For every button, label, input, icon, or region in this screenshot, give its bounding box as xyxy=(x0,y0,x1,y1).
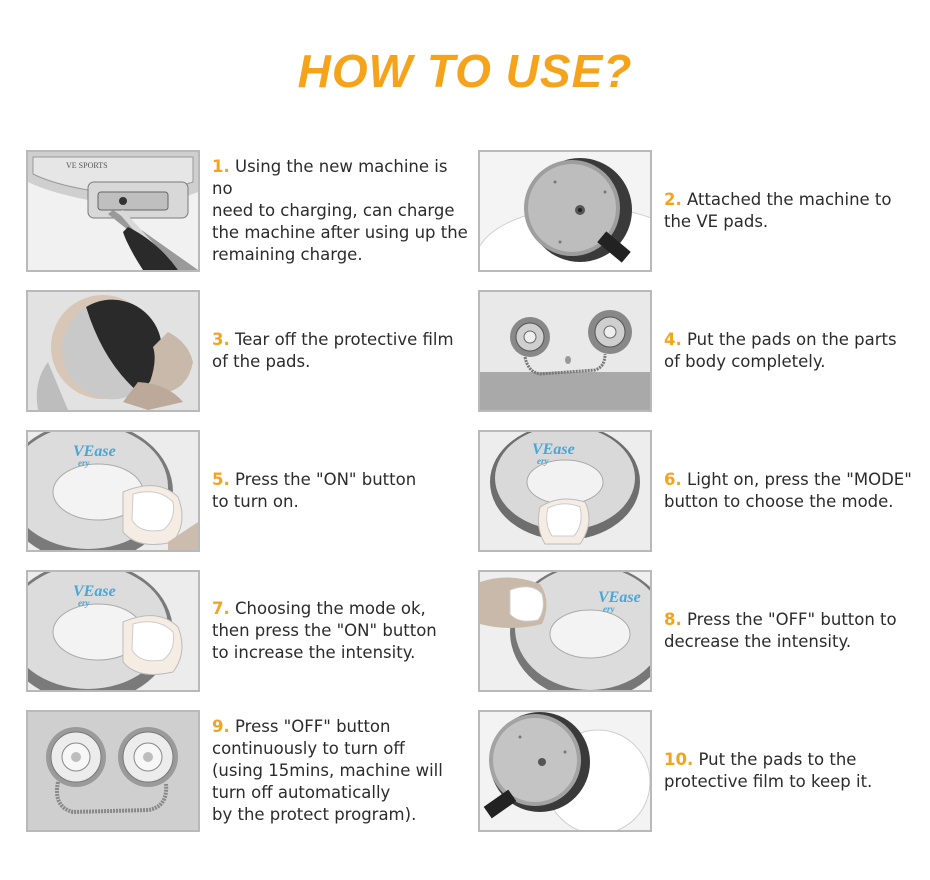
step-2-description xyxy=(664,150,924,272)
press-on-button-image xyxy=(28,432,198,550)
step-9-description xyxy=(212,710,472,832)
step-3 xyxy=(26,290,466,412)
step-text-line: Put the pads on the parts xyxy=(687,330,897,349)
vease-logo: VEase xyxy=(598,589,641,606)
step-text-line: of body completely. xyxy=(664,352,826,371)
step-number: 5. xyxy=(212,470,230,489)
pads-on-body-image xyxy=(480,292,650,410)
step-5 xyxy=(26,430,466,552)
step-text-line: continuously to turn off xyxy=(212,739,405,758)
step-4 xyxy=(478,290,918,412)
vease-logo-sub: ery xyxy=(603,604,615,614)
step-8-photo xyxy=(478,570,652,692)
step-9-photo xyxy=(26,710,200,832)
vease-logo-sub: ery xyxy=(78,598,90,608)
step-5-photo xyxy=(26,430,200,552)
step-text-line: by the protect program). xyxy=(212,805,417,824)
charging-device-image xyxy=(28,152,198,270)
step-2 xyxy=(478,150,918,272)
step-3-photo xyxy=(26,290,200,412)
step-10 xyxy=(478,710,918,832)
step-text-line: Put the pads to the xyxy=(698,750,857,769)
step-number: 4. xyxy=(664,330,682,349)
step-text-line: Using the new machine is no xyxy=(212,157,448,198)
vease-logo-sub: ery xyxy=(537,456,549,466)
step-number: 2. xyxy=(664,190,682,209)
step-10-description xyxy=(664,710,924,832)
step-text-line: Tear off the protective film xyxy=(235,330,454,349)
step-2-photo xyxy=(478,150,652,272)
step-1 xyxy=(26,150,466,272)
two-pads-image xyxy=(28,712,198,830)
step-text-line: remaining charge. xyxy=(212,245,363,264)
step-text-line: button to choose the mode. xyxy=(664,492,894,511)
vease-logo-sub: ery xyxy=(78,458,90,468)
step-7-photo xyxy=(26,570,200,692)
step-text-line: to increase the intensity. xyxy=(212,643,416,662)
step-5-description xyxy=(212,430,472,552)
step-text-line: protective film to keep it. xyxy=(664,772,873,791)
increase-intensity-image xyxy=(28,572,198,690)
device-rim-text: VE SPORTS xyxy=(66,161,108,170)
step-4-photo xyxy=(478,290,652,412)
step-number: 9. xyxy=(212,717,230,736)
step-text-line: of the pads. xyxy=(212,352,311,371)
step-text-line: Press the "ON" button xyxy=(235,470,417,489)
step-text-line: then press the "ON" button xyxy=(212,621,437,640)
step-8-description xyxy=(664,570,924,692)
step-1-description xyxy=(212,150,472,272)
step-text-line: Choosing the mode ok, xyxy=(235,599,426,618)
step-text-line: Attached the machine to xyxy=(687,190,892,209)
press-mode-button-image xyxy=(480,432,650,550)
step-7-description xyxy=(212,570,472,692)
tear-film-image xyxy=(28,292,198,410)
step-text-line: (using 15mins, machine will xyxy=(212,761,443,780)
vease-logo: VEase xyxy=(73,443,116,460)
step-10-photo xyxy=(478,710,652,832)
step-number: 7. xyxy=(212,599,230,618)
step-1-photo xyxy=(26,150,200,272)
step-9 xyxy=(26,710,466,832)
step-6 xyxy=(478,430,918,552)
step-6-photo xyxy=(478,430,652,552)
step-text-line: the machine after using up the xyxy=(212,223,468,242)
step-8 xyxy=(478,570,918,692)
press-off-button-image xyxy=(480,572,650,690)
vease-logo: VEase xyxy=(73,583,116,600)
attach-machine-image xyxy=(480,152,650,270)
step-3-description xyxy=(212,290,472,412)
vease-logo: VEase xyxy=(532,441,575,458)
step-text-line: Press "OFF" button xyxy=(235,717,391,736)
step-number: 1. xyxy=(212,157,230,176)
pads-to-film-image xyxy=(480,712,650,830)
step-text-line: need to charging, can charge xyxy=(212,201,455,220)
step-6-description xyxy=(664,430,924,552)
step-4-description xyxy=(664,290,924,412)
step-text-line: the VE pads. xyxy=(664,212,769,231)
step-number: 6. xyxy=(664,470,682,489)
step-text-line: turn off automatically xyxy=(212,783,391,802)
step-text-line: Light on, press the "MODE" xyxy=(687,470,912,489)
step-text-line: decrease the intensity. xyxy=(664,632,852,651)
step-number: 10. xyxy=(664,750,694,769)
step-number: 3. xyxy=(212,330,230,349)
step-7 xyxy=(26,570,466,692)
page-title: HOW TO USE? xyxy=(297,45,633,97)
step-text-line: Press the "OFF" button to xyxy=(687,610,897,629)
step-text-line: to turn on. xyxy=(212,492,299,511)
step-number: 8. xyxy=(664,610,682,629)
